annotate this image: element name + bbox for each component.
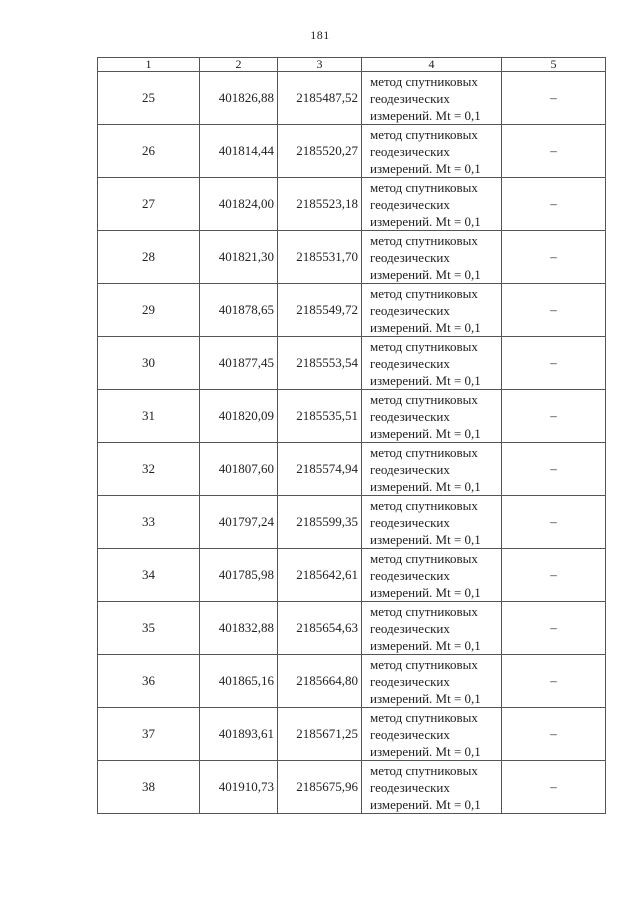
method-cell <box>362 655 502 708</box>
point-number-cell: 28 <box>98 231 200 284</box>
point-number-cell: 33 <box>98 496 200 549</box>
point-number-cell: 31 <box>98 390 200 443</box>
point-number-cell: 32 <box>98 443 200 496</box>
x-coordinate-cell: 401820,09 <box>200 390 278 443</box>
point-number-cell: 27 <box>98 178 200 231</box>
table-row <box>98 337 606 390</box>
method-line: метод спутниковых <box>370 232 478 248</box>
method-line: метод спутниковых <box>370 338 478 354</box>
y-coordinate-cell: 2185671,25 <box>278 708 362 761</box>
method-line: геодезических <box>370 249 450 265</box>
method-line: геодезических <box>370 408 450 424</box>
x-coordinate-cell: 401797,24 <box>200 496 278 549</box>
method-line: измерений. Mt = 0,1 <box>370 372 481 388</box>
method-line: метод спутниковых <box>370 603 478 619</box>
method-cell <box>362 284 502 337</box>
method-cell <box>362 178 502 231</box>
method-line: метод спутниковых <box>370 762 478 778</box>
x-coordinate-cell: 401814,44 <box>200 125 278 178</box>
table-row <box>98 549 606 602</box>
table-row <box>98 390 606 443</box>
method-line: измерений. Mt = 0,1 <box>370 637 481 653</box>
header-col-3: 3 <box>278 58 362 72</box>
method-line: метод спутниковых <box>370 709 478 725</box>
point-number-cell: 37 <box>98 708 200 761</box>
method-cell <box>362 337 502 390</box>
method-line: метод спутниковых <box>370 444 478 460</box>
x-coordinate-cell: 401893,61 <box>200 708 278 761</box>
note-cell: – <box>502 602 606 655</box>
method-line: геодезических <box>370 673 450 689</box>
y-coordinate-cell: 2185487,52 <box>278 72 362 125</box>
method-line: измерений. Mt = 0,1 <box>370 743 481 759</box>
table-header <box>98 58 606 72</box>
method-line: геодезических <box>370 514 450 530</box>
note-cell: – <box>502 337 606 390</box>
header-row <box>98 58 606 72</box>
point-number-cell: 29 <box>98 284 200 337</box>
method-cell <box>362 708 502 761</box>
method-line: геодезических <box>370 726 450 742</box>
method-line: метод спутниковых <box>370 550 478 566</box>
method-line: измерений. Mt = 0,1 <box>370 107 481 123</box>
point-number-cell: 25 <box>98 72 200 125</box>
method-line: геодезических <box>370 143 450 159</box>
y-coordinate-cell: 2185599,35 <box>278 496 362 549</box>
point-number-cell: 34 <box>98 549 200 602</box>
method-line: геодезических <box>370 567 450 583</box>
y-coordinate-cell: 2185574,94 <box>278 443 362 496</box>
x-coordinate-cell: 401878,65 <box>200 284 278 337</box>
method-cell <box>362 72 502 125</box>
x-coordinate-cell: 401807,60 <box>200 443 278 496</box>
header-col-2: 2 <box>200 58 278 72</box>
header-col-4: 4 <box>362 58 502 72</box>
method-line: геодезических <box>370 620 450 636</box>
method-line: метод спутниковых <box>370 656 478 672</box>
table-row <box>98 655 606 708</box>
x-coordinate-cell: 401910,73 <box>200 761 278 814</box>
note-cell: – <box>502 761 606 814</box>
method-cell <box>362 443 502 496</box>
x-coordinate-cell: 401826,88 <box>200 72 278 125</box>
method-line: геодезических <box>370 779 450 795</box>
point-number-cell: 36 <box>98 655 200 708</box>
method-line: измерений. Mt = 0,1 <box>370 690 481 706</box>
note-cell: – <box>502 708 606 761</box>
note-cell: – <box>502 284 606 337</box>
table-row <box>98 125 606 178</box>
x-coordinate-cell: 401877,45 <box>200 337 278 390</box>
header-col-5: 5 <box>502 58 606 72</box>
note-cell: – <box>502 390 606 443</box>
page-number: 181 <box>310 28 330 42</box>
header-col-1: 1 <box>98 58 200 72</box>
y-coordinate-cell: 2185531,70 <box>278 231 362 284</box>
x-coordinate-cell: 401821,30 <box>200 231 278 284</box>
method-line: метод спутниковых <box>370 179 478 195</box>
note-cell: – <box>502 125 606 178</box>
note-cell: – <box>502 496 606 549</box>
method-line: измерений. Mt = 0,1 <box>370 584 481 600</box>
y-coordinate-cell: 2185642,61 <box>278 549 362 602</box>
point-number-cell: 26 <box>98 125 200 178</box>
method-line: измерений. Mt = 0,1 <box>370 319 481 335</box>
y-coordinate-cell: 2185523,18 <box>278 178 362 231</box>
method-line: метод спутниковых <box>370 285 478 301</box>
method-line: метод спутниковых <box>370 126 478 142</box>
method-line: геодезических <box>370 355 450 371</box>
method-cell <box>362 761 502 814</box>
x-coordinate-cell: 401865,16 <box>200 655 278 708</box>
table-body <box>98 72 606 814</box>
y-coordinate-cell: 2185549,72 <box>278 284 362 337</box>
method-cell <box>362 496 502 549</box>
note-cell: – <box>502 72 606 125</box>
y-coordinate-cell: 2185520,27 <box>278 125 362 178</box>
method-cell <box>362 390 502 443</box>
table-row <box>98 708 606 761</box>
table-row <box>98 231 606 284</box>
point-number-cell: 35 <box>98 602 200 655</box>
table-row <box>98 602 606 655</box>
method-line: измерений. Mt = 0,1 <box>370 796 481 812</box>
table-row <box>98 72 606 125</box>
method-line: геодезических <box>370 196 450 212</box>
method-line: измерений. Mt = 0,1 <box>370 213 481 229</box>
method-line: измерений. Mt = 0,1 <box>370 160 481 176</box>
table-row <box>98 284 606 337</box>
method-line: геодезических <box>370 302 450 318</box>
note-cell: – <box>502 549 606 602</box>
method-line: геодезических <box>370 461 450 477</box>
table-row <box>98 761 606 814</box>
method-cell <box>362 125 502 178</box>
y-coordinate-cell: 2185664,80 <box>278 655 362 708</box>
method-cell <box>362 549 502 602</box>
table-row <box>98 496 606 549</box>
y-coordinate-cell: 2185675,96 <box>278 761 362 814</box>
x-coordinate-cell: 401832,88 <box>200 602 278 655</box>
method-cell <box>362 602 502 655</box>
method-line: измерений. Mt = 0,1 <box>370 531 481 547</box>
method-line: измерений. Mt = 0,1 <box>370 266 481 282</box>
coordinates-table <box>97 57 606 814</box>
y-coordinate-cell: 2185535,51 <box>278 390 362 443</box>
table-row <box>98 178 606 231</box>
method-line: метод спутниковых <box>370 73 478 89</box>
point-number-cell: 30 <box>98 337 200 390</box>
y-coordinate-cell: 2185654,63 <box>278 602 362 655</box>
note-cell: – <box>502 178 606 231</box>
method-line: измерений. Mt = 0,1 <box>370 478 481 494</box>
note-cell: – <box>502 231 606 284</box>
method-cell <box>362 231 502 284</box>
point-number-cell: 38 <box>98 761 200 814</box>
y-coordinate-cell: 2185553,54 <box>278 337 362 390</box>
method-line: измерений. Mt = 0,1 <box>370 425 481 441</box>
table-row <box>98 443 606 496</box>
note-cell: – <box>502 443 606 496</box>
note-cell: – <box>502 655 606 708</box>
method-line: геодезических <box>370 90 450 106</box>
method-line: метод спутниковых <box>370 497 478 513</box>
x-coordinate-cell: 401824,00 <box>200 178 278 231</box>
x-coordinate-cell: 401785,98 <box>200 549 278 602</box>
method-line: метод спутниковых <box>370 391 478 407</box>
